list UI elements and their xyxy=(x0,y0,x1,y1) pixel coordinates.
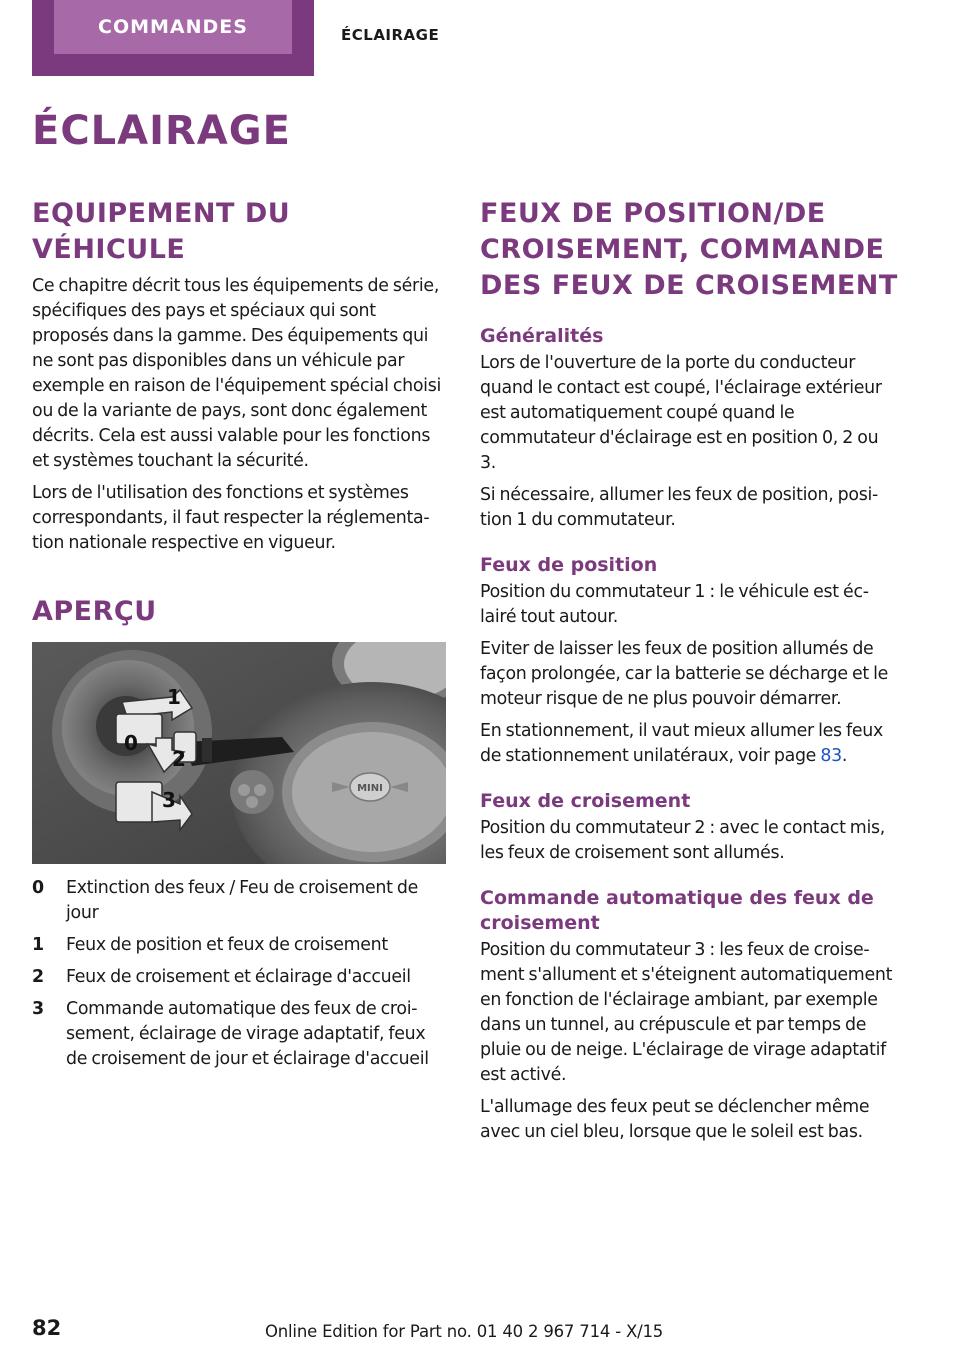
legend-item xyxy=(32,965,446,990)
legend-item xyxy=(32,876,446,926)
position-paragraph-3 xyxy=(480,719,898,769)
chapter-tab-label: COMMANDES xyxy=(54,0,292,54)
auto-paragraph-2: L'allumage des feux peut se déclencher même avec un ciel bleu, lorsque que le soleil est bas. xyxy=(480,1097,870,1142)
light-switch-illustration xyxy=(32,642,446,864)
position-paragraph-3-text: En stationnement, il vaut mieux allumer les feux de stationnement unilatéraux, voir page xyxy=(480,721,883,766)
right-column xyxy=(480,196,898,1152)
auto-low-beam-heading: Commande automatique des feux de croisement xyxy=(480,887,874,934)
legend-item xyxy=(32,997,446,1072)
legend-item xyxy=(32,933,446,958)
auto-paragraph-1: Position du commutateur 3 : les feux de croisement s'allument et s'éteignent automatiquement en fonction de l'éclairage ambiant, par exemple dans un tunnel, au crépuscule et par temps de pluie ou de neige. L'éclairage de virage adaptatif est activé. xyxy=(480,940,893,1085)
equipment-heading: EQUIPEMENT DU VÉHICULE xyxy=(32,198,291,265)
chapter-tab[interactable] xyxy=(32,0,314,76)
general-paragraph-1: Lors de l'ouverture de la porte du conducteur quand le contact est coupé, l'éclairage extérieur est automatiquement coupé quand le commutateur d'éclairage est en position 0, 2 ou 3. xyxy=(480,353,882,473)
figure-label-3: 3 xyxy=(162,788,176,812)
figure-label-2: 2 xyxy=(172,747,186,771)
page-title: ÉCLAIRAGE xyxy=(32,108,291,154)
figure-label-1: 1 xyxy=(167,685,181,709)
page-number: 82 xyxy=(32,1316,62,1340)
position-paragraph-3-end: . xyxy=(841,746,848,766)
figure-label-0: 0 xyxy=(124,731,138,755)
low-beam-paragraph-1: Position du commutateur 2 : avec le contact mis, les feux de croisement sont allumés. xyxy=(480,818,885,863)
page-83-link[interactable]: 83 xyxy=(820,746,842,766)
figure-logo-text: MINI xyxy=(357,783,383,794)
position-lights-heading: Feux de position xyxy=(480,554,658,576)
figure-legend xyxy=(32,876,446,1072)
equipment-paragraph-2: Lors de l'utilisation des fonctions et systèmes correspondants, il faut respecter la réglementation nationale respective en vigueur. xyxy=(32,483,430,553)
overview-heading: APERÇU xyxy=(32,596,157,627)
position-paragraph-2: Eviter de laisser les feux de position allumés de façon prolongée, car la batterie se décharge et le moteur risque de ne plus pouvoir démarrer. xyxy=(480,639,889,709)
legend-text: Feux de position et feux de croisement xyxy=(66,935,388,955)
lights-main-heading: FEUX DE POSITION/DE CROISEMENT, COMMANDE DES FEUX DE CROISEMENT xyxy=(480,198,898,301)
edition-footer: Online Edition for Part no. 01 40 2 967 714 - X/15 xyxy=(265,1322,664,1341)
position-paragraph-1: Position du commutateur 1 : le véhicule est éclairé tout autour. xyxy=(480,582,870,627)
legend-number: 3 xyxy=(32,999,44,1019)
light-switch-figure xyxy=(32,642,446,864)
legend-text: Feux de croisement et éclairage d'accueil xyxy=(66,967,411,987)
legend-text: Extinction des feux / Feu de croisement de jour xyxy=(66,878,419,923)
left-column xyxy=(32,196,446,1079)
general-heading: Généralités xyxy=(480,325,604,347)
legend-number: 0 xyxy=(32,878,44,898)
legend-number: 2 xyxy=(32,967,44,987)
legend-number: 1 xyxy=(32,935,44,955)
section-tab-label[interactable]: ÉCLAIRAGE xyxy=(341,26,440,44)
equipment-paragraph-1: Ce chapitre décrit tous les équipements de série, spécifiques des pays et spéciaux qui sont proposés dans la gamme. Des équipements qui ne sont pas disponibles dans un véhicule par exemple en raison de l'équipement spécial choisi ou de la variante de pays, sont donc également décrits. Cela est aussi valable pour les fonctions et systèmes touchant la sécurité. xyxy=(32,276,441,471)
general-paragraph-2: Si nécessaire, allumer les feux de position, position 1 du commutateur. xyxy=(480,485,879,530)
low-beam-heading: Feux de croisement xyxy=(480,790,691,812)
legend-text: Commande automatique des feux de croisement, éclairage de virage adaptatif, feux de croisement de jour et éclairage d'accueil xyxy=(66,999,429,1069)
